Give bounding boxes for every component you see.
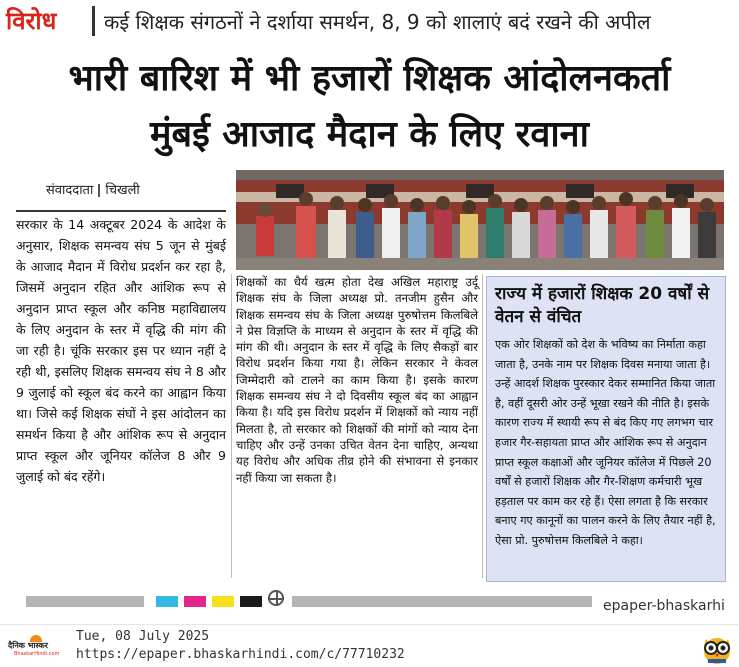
tag-divider — [92, 6, 95, 36]
sidebar-box-text: एक ओर शिक्षकों को देश के भविष्य का निर्माता कहा जाता है, उनके नाम पर शिक्षक दिवस मनाया जाता है। उन्हें आदर्श शिक्षक पुरस्कार देकर सम्मानित किया जाता है, वहीं दूसरी ओर उन्हें भूखा रखने की नीति है। इसके कारण राज्य में स्थायी रूप से बंद किए गए लगभग चार हजार गैर-सहायता प्राप्त और आंशिक रूप से अनुदान प्राप्त स्कूल कक्षाओं और जूनियर कॉलेज में पिछले 20 वर्षों से हजारों शिक्षक और गैर-शिक्षण कर्मचारी भूख हड़ताल पर काम कर रहे हैं। ऐसा लगता है कि सरकार बनाए गए कानूनों का पालन करने के लिए तैयार नहीं है, ऐसा प्रो. पुरुषोत्तम किलबिले ने कहा। — [495, 338, 716, 547]
sidebar-box — [486, 276, 726, 582]
cyan-swatch — [156, 596, 178, 607]
print-stripe — [292, 596, 592, 607]
headline-line-2: मुंबई आजाद मैदान के लिए रवाना — [150, 114, 589, 155]
logo-site: BhaskarHindi.com — [14, 651, 60, 657]
header-bar — [0, 0, 739, 44]
byline — [46, 180, 140, 198]
logo-name: दैनिक भास्कर — [8, 641, 48, 650]
registration-mark-icon — [268, 590, 284, 606]
magenta-swatch — [184, 596, 206, 607]
owl-mascot-icon — [700, 629, 734, 665]
watermark: epaper-bhaskarhi — [603, 598, 725, 614]
column-divider — [231, 274, 232, 578]
headline-line-1: भारी बारिश में भी हजारों शिक्षक आंदोलनकर्ता — [68, 58, 671, 99]
column-divider — [482, 274, 483, 578]
byline-divider — [98, 184, 100, 197]
subheadline: कई शिक्षक संगठनों ने दर्शाया समर्थन, 8, 9 को शालाएं बदं रखने की अपील — [104, 10, 651, 34]
print-stripe — [26, 596, 144, 607]
article-column-middle: शिक्षकों का धैर्य खत्म होता देख अखिल महाराष्ट्र उर्दू शिक्षक संघ के जिला अध्यक्ष प्रो. तनजीम हुसैन और शिक्षक समन्वय संघ के जिला अध्यक्ष पुरुषोत्तम किलबिले ने प्रेस विज्ञप्ति के माध्यम से अनुदान के स्तर में वृद्धि की मांग की थी। अनुदान के स्तर में वृद्धि के लिए सैकड़ों बार विरोध प्रदर्शन किया गया है। लेकिन सरकार ने केवल जिम्मेदारी को टालने का काम किया है। इसके कारण शिक्षक समन्वय संघ ने दो दिवसीय स्कूल बंद का आह्वान किया है। यदि इस विरोध प्रदर्शन में शिक्षकों को न्याय नहीं मिलता है, तो सरकार को शिक्षकों की मांगों को न्याय देना चाहिए और उन्हें उनका उचित वेतन देना चाहिए, अन्यथा यह विरोध और अधिक तीव्र होने की संभावना से इनकार नहीं किया जा सकता है। — [236, 275, 478, 485]
news-photo — [236, 170, 724, 270]
article-column-left: सरकार के 14 अक्टूबर 2024 के आदेश के अनुसार, शिक्षक समन्वय संघ 5 जून से मुंबई के आजाद मैदान में विरोध प्रदर्शन कर रहा है, जिसमें अनुदान रहित और आंशिक रूप से अनुदान प्राप्त स्कूल और कनिष्ठ महाविद्यालय के लिए अनुदान के स्तर में वृद्धि की मांग की जा रही है। चूंकि सरकार इस पर ध्यान नहीं दे रही थी, इसलिए शिक्षक समन्वय संघ ने 8 और 9 जुलाई को स्कूल बंद करने का आह्वान किया था। जिसे कई शिक्षक संघों ने इस आंदोलन का समर्थन किया है और आंशिक रूप से अनुदान प्राप्त स्कूल और जूनियर कॉलेज 8 और 9 जुलाई को बंद रहेंगे। — [16, 210, 226, 487]
byline-city: चिखली — [105, 183, 140, 198]
bhaskar-logo[interactable] — [8, 632, 62, 662]
epaper-link[interactable]: https://epaper.bhaskarhindi.com/c/77710232 — [76, 647, 405, 662]
yellow-swatch — [212, 596, 234, 607]
byline-reporter: संवाददाता — [46, 183, 94, 198]
footer — [0, 624, 739, 667]
sidebar-box-title: राज्य में हजारों शिक्षक 20 वर्षों से वेतन से वंचित — [495, 284, 710, 327]
black-swatch — [240, 596, 262, 607]
publication-date: Tue, 08 July 2025 — [76, 629, 210, 644]
section-tag: विरोध — [6, 7, 57, 35]
